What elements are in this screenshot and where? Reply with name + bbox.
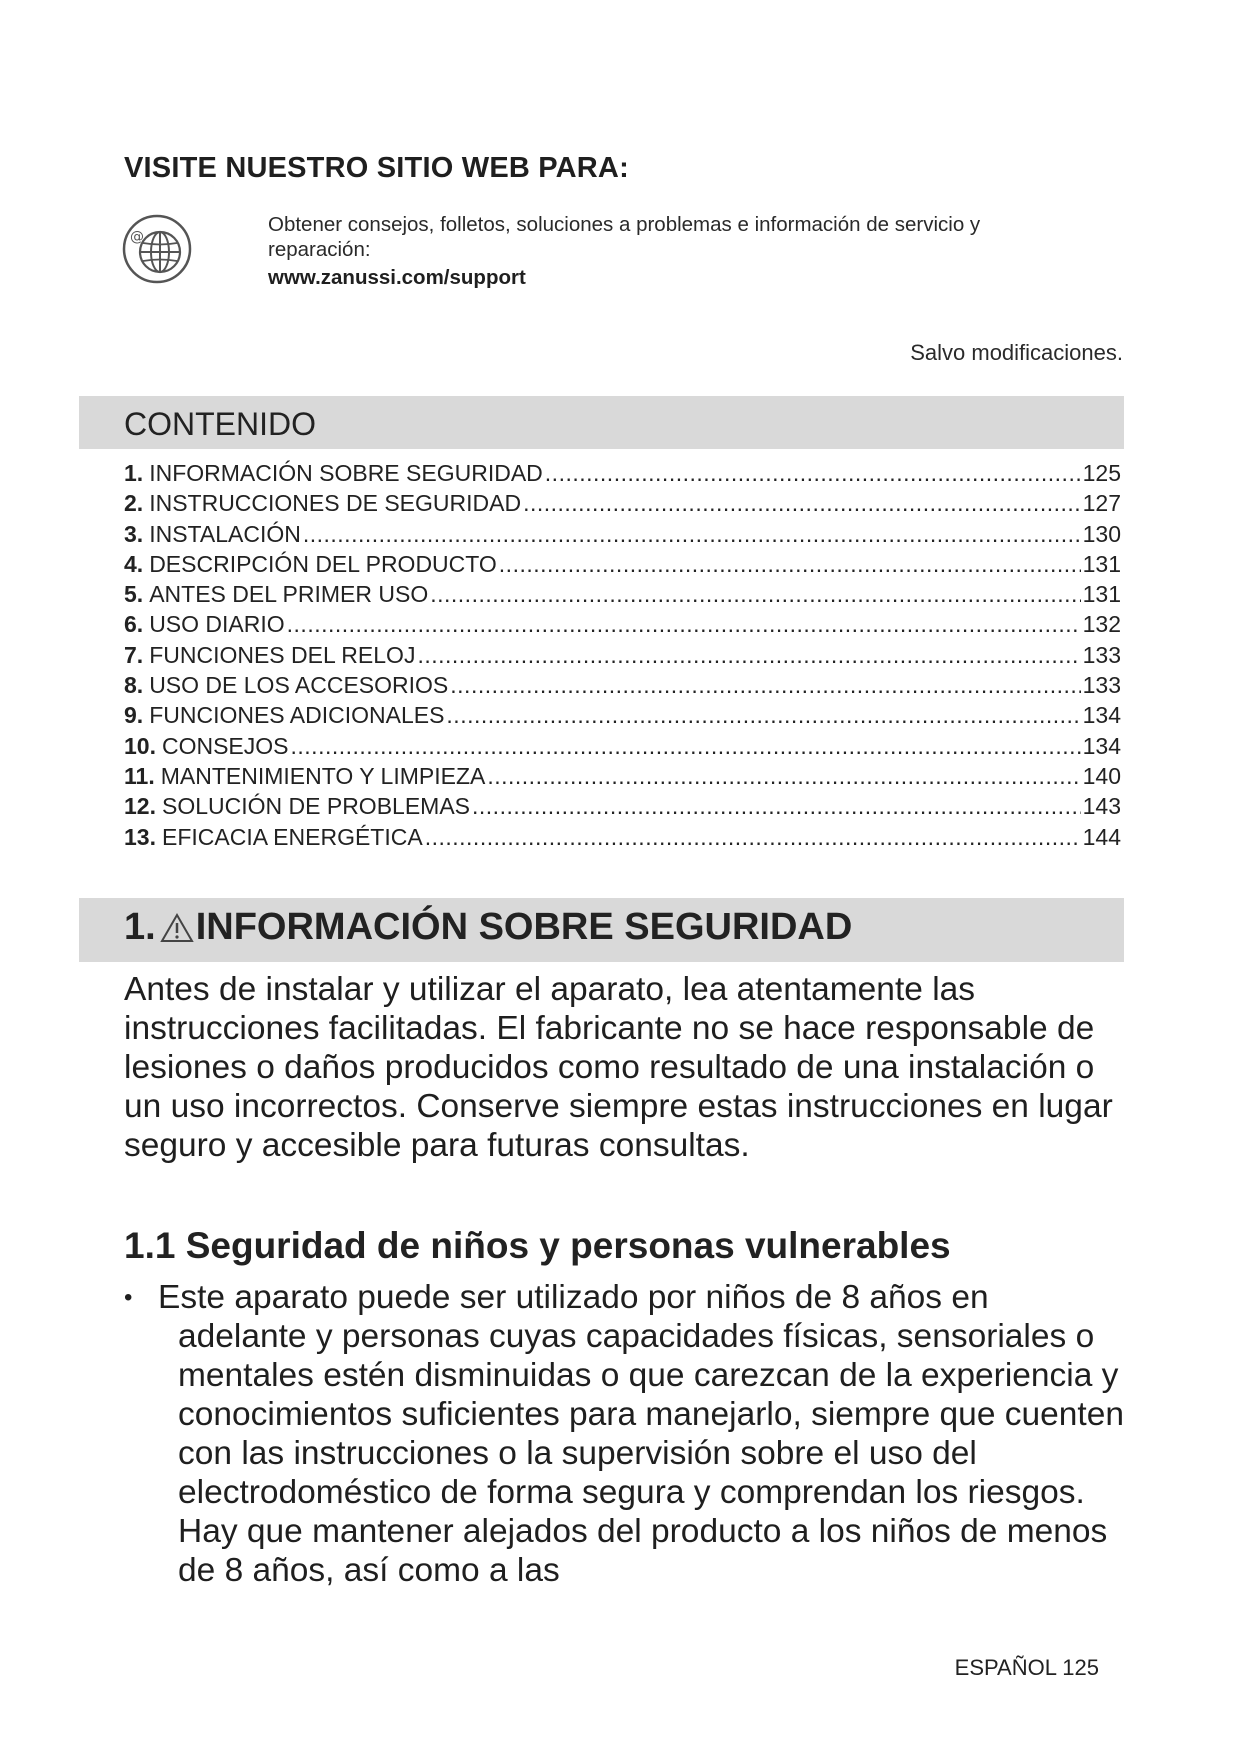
toc-entry-number: 4.: [124, 550, 144, 577]
toc-entry[interactable]: [124, 824, 1121, 854]
footer-page-number: 125: [1062, 1655, 1099, 1680]
toc-leader-dots: [487, 763, 1080, 790]
toc-entry-label: INSTRUCCIONES DE SEGURIDAD: [149, 490, 522, 517]
toc-entry-page: 134: [1082, 732, 1121, 759]
section-intro-paragraph: Antes de instalar y utilizar el aparato, lea atentamente las instrucciones facilitadas. El fabricante no se hace responsable de lesiones o daños producidos como resultado de una instalación o un uso incorrectos. Conserve siempre estas instrucciones en lugar seguro y accesible para futuras consultas.: [124, 971, 1113, 1164]
toc-leader-dots: [523, 490, 1081, 517]
toc-entry[interactable]: [124, 521, 1121, 551]
toc-leader-dots: [446, 702, 1080, 729]
toc-entry-label: EFICACIA ENERGÉTICA: [161, 823, 423, 850]
toc-entry-page: 133: [1082, 641, 1121, 668]
footer-language: ESPAÑOL: [954, 1655, 1057, 1680]
toc-entry-page: 134: [1082, 702, 1121, 729]
toc-leader-dots: [303, 521, 1081, 548]
toc-leader-dots: [425, 824, 1081, 851]
section-title: INFORMACIÓN SOBRE SEGURIDAD: [195, 906, 853, 948]
toc-leader-dots: [499, 551, 1081, 578]
section-heading: [124, 906, 852, 949]
toc-entry-page: 144: [1082, 823, 1121, 850]
toc-entry[interactable]: [124, 460, 1121, 490]
toc-entry[interactable]: [124, 763, 1121, 793]
toc-leader-dots: [430, 581, 1080, 608]
toc-entry[interactable]: [124, 733, 1121, 763]
toc-entry-number: 10.: [124, 732, 156, 759]
toc-entry-number: 7.: [124, 641, 144, 668]
toc-entry-number: 2.: [124, 490, 144, 517]
toc-entry-label: CONSEJOS: [161, 732, 289, 759]
toc-entry-label: DESCRIPCIÓN DEL PRODUCTO: [149, 550, 497, 577]
toc-leader-dots: [450, 672, 1080, 699]
toc-entry-label: MANTENIMIENTO Y LIMPIEZA: [160, 762, 486, 789]
toc-entry[interactable]: [124, 702, 1121, 732]
toc-entry[interactable]: [124, 581, 1121, 611]
warning-triangle-icon: [160, 912, 194, 944]
toc-entry-number: 11.: [124, 762, 155, 789]
toc-entry-number: 3.: [124, 520, 144, 547]
subsection-heading: 1.1 Seguridad de niños y personas vulnerables: [124, 1225, 951, 1266]
toc-entry-number: 12.: [124, 793, 156, 820]
section-number: 1.: [124, 906, 156, 948]
toc-entry-page: 140: [1082, 762, 1121, 789]
toc-entry-page: 130: [1082, 520, 1121, 547]
toc-leader-dots: [545, 460, 1081, 487]
toc-entry-number: 8.: [124, 672, 144, 699]
toc-entry-number: 1.: [124, 460, 144, 486]
toc-entry-label: FUNCIONES DEL RELOJ: [149, 641, 416, 668]
toc-entry-page: 127: [1082, 490, 1121, 517]
toc-entry-label: INFORMACIÓN SOBRE SEGURIDAD: [149, 460, 543, 486]
toc-entry-label: USO DE LOS ACCESORIOS: [149, 672, 449, 699]
toc-entry-number: 13.: [124, 823, 156, 850]
toc-entry[interactable]: [124, 642, 1121, 672]
bullet-dot-icon: •: [124, 1284, 133, 1311]
toc-entry-number: 5.: [124, 581, 144, 608]
toc-entry[interactable]: [124, 490, 1121, 520]
toc-leader-dots: [417, 642, 1080, 669]
toc-entry[interactable]: [124, 793, 1121, 823]
support-url-link[interactable]: www.zanussi.com/support: [268, 266, 526, 289]
table-of-contents: [124, 460, 1121, 854]
toc-entry-page: 133: [1082, 672, 1121, 699]
toc-entry-label: FUNCIONES ADICIONALES: [149, 702, 445, 729]
visit-description: Obtener consejos, folletos, soluciones a problemas e información de servicio y reparación:: [268, 213, 981, 261]
toc-entry-page: 125: [1082, 460, 1121, 486]
toc-entry[interactable]: [124, 672, 1121, 702]
toc-entry-number: 9.: [124, 702, 144, 729]
svg-text:@: @: [130, 229, 144, 245]
toc-leader-dots: [291, 733, 1081, 760]
toc-title: CONTENIDO: [124, 406, 316, 442]
toc-entry-page: 131: [1082, 550, 1121, 577]
toc-entry-label: SOLUCIÓN DE PROBLEMAS: [161, 793, 471, 820]
toc-entry-label: ANTES DEL PRIMER USO: [149, 581, 429, 608]
bullet-list-item: [124, 1278, 1124, 1590]
toc-entry-label: USO DIARIO: [149, 611, 285, 638]
changes-notice: Salvo modificaciones.: [910, 340, 1123, 365]
toc-entry-label: INSTALACIÓN: [149, 520, 301, 547]
web-globe-icon: [121, 213, 193, 285]
toc-leader-dots: [472, 793, 1081, 820]
toc-entry-page: 143: [1082, 793, 1121, 820]
toc-entry-page: 132: [1082, 611, 1121, 638]
toc-entry[interactable]: [124, 551, 1121, 581]
toc-entry-number: 6.: [124, 611, 144, 638]
toc-leader-dots: [287, 611, 1081, 638]
toc-entry[interactable]: [124, 611, 1121, 641]
bullet-text: Este aparato puede ser utilizado por niños de 8 años en adelante y personas cuyas capacidades físicas, sensoriales o mentales estén disminuidas o que carezcan de la experiencia y conocimientos suficientes para manejarlo, siempre que cuenten con las instrucciones o la supervisión sobre el uso del electrodoméstico de forma segura y comprendan los riesgos. Hay que mantener alejados del producto a los niños de menos de 8 años, así como a las: [158, 1279, 1124, 1589]
visit-website-heading: VISITE NUESTRO SITIO WEB PARA:: [124, 152, 629, 184]
toc-entry-page: 131: [1082, 581, 1121, 608]
page-footer: [955, 1655, 1099, 1681]
